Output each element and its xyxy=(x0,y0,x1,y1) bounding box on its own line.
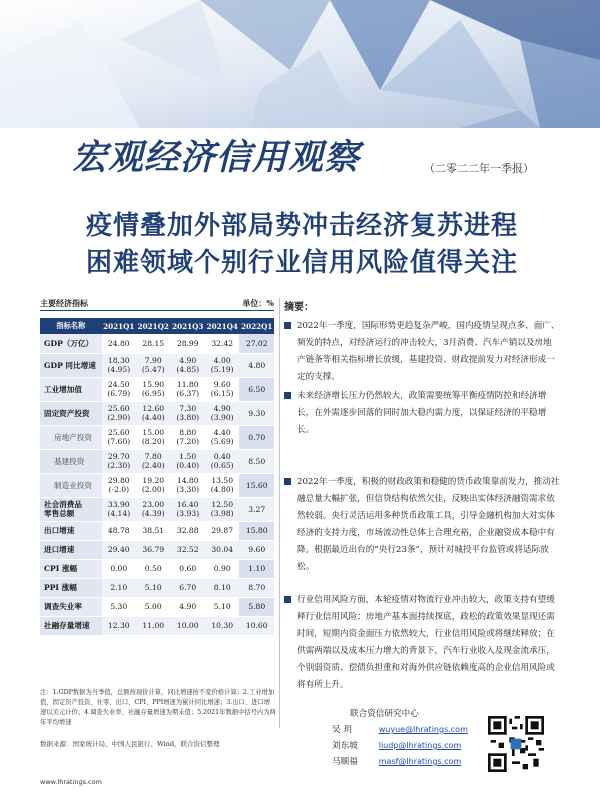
table-cell: 12.50 (3.98) xyxy=(205,497,239,521)
table-cell: 6.70 xyxy=(171,578,205,597)
report-period: （二零二二年一季报） xyxy=(424,162,534,175)
column-header: 2021Q1 xyxy=(102,318,136,334)
table-unit: 单位：% xyxy=(242,298,274,308)
table-cell: 25.60 (2.90) xyxy=(102,401,136,425)
table-cell: 14.80 (3.30) xyxy=(171,473,205,497)
table-cell: 3.27 xyxy=(239,497,274,521)
table-cell: 11.00 xyxy=(136,616,170,635)
summary-label: 摘要： xyxy=(284,302,314,313)
column-divider xyxy=(279,298,280,728)
indicator-name: 房地产投资 xyxy=(40,425,102,449)
table-cell: 27.02 xyxy=(239,334,274,353)
table-cell: 1.10 xyxy=(239,559,274,578)
table-cell: 10.00 xyxy=(171,616,205,635)
table-cell: 7.90 (5.47) xyxy=(136,353,170,377)
table-cell: 15.80 xyxy=(239,521,274,540)
summary-item xyxy=(284,474,560,576)
indicator-name: CPI 涨幅 xyxy=(40,559,102,578)
table-top-rule xyxy=(40,310,274,311)
table-cell: 16.40 (3.93) xyxy=(171,497,205,521)
table-cell: 5.30 xyxy=(102,597,136,616)
table-cell: 29.70 (2.30) xyxy=(102,449,136,473)
table-cell: 4.90 (4.85) xyxy=(171,353,205,377)
indicator-name: PPI 涨幅 xyxy=(40,578,102,597)
contacts-org: 联合资信研究中心 xyxy=(350,709,419,719)
table-cell: 12.60 (4.40) xyxy=(136,401,170,425)
square-bullet-icon xyxy=(284,596,291,603)
indicator-name: 工业增加值 xyxy=(40,377,102,401)
indicator-name: 进口增速 xyxy=(40,540,102,559)
summary-text: 行业信用风险方面，本轮疫情对物流行业冲击较大，政策支持有望缓释行业信用风险；房地产基本面持续探底，政松的政策效果显现还需时间，短期内资金面压力依然较大，行业信用风险或将继续释放；在供需两端以及成本压力增大的背景下，汽车行业收入及现金流承压，个别弱资质、偿债负担重和对海外供应链依赖度高的企业信用风险或将有所上升。 xyxy=(297,595,555,690)
summary-text: 2022年一季度，积极的财政政策和稳健的货币政策靠前发力，推动社融总量大幅扩张，但信贷结构依然欠佳，反映出实体经济融资需求依然较弱。央行灵活运用多种货币政策工具，引导金融机构加大对实体经济的支持力度，市场流动性总体上合理充裕，企业融资成本稳中有降。根据最近出台的“央行23条”，预计对城投平台监管或将适际放松。 xyxy=(297,477,560,572)
table-cell: 32.52 xyxy=(171,540,205,559)
column-header: 2021Q3 xyxy=(171,318,205,334)
table-cell: 48.78 xyxy=(102,521,136,540)
report-title: 宏观经济信用观察 xyxy=(72,138,361,178)
table-cell: 5.10 xyxy=(136,578,170,597)
table-cell: 7.30 (3.80) xyxy=(171,401,205,425)
table-cell: 25.60 (7.60) xyxy=(102,425,136,449)
table-cell: 4.00 (5.19) xyxy=(205,353,239,377)
table-cell: 2.10 xyxy=(102,578,136,597)
summary-item xyxy=(284,388,560,439)
table-cell: 5.10 xyxy=(205,597,239,616)
table-cell: 11.80 (6.37) xyxy=(171,377,205,401)
table-caption xyxy=(40,298,274,309)
indicator-name: 调查失业率 xyxy=(40,597,102,616)
contact-row xyxy=(332,722,468,738)
summary-item xyxy=(284,318,560,386)
table-cell: 19.20 (2.00) xyxy=(136,473,170,497)
indicator-name: 社融存量增速 xyxy=(40,616,102,635)
table-cell: 10.60 xyxy=(239,616,274,635)
contact-email[interactable]: liudp@lhratings.com xyxy=(378,741,462,750)
table-cell: 28.15 xyxy=(136,334,170,353)
table-row xyxy=(40,401,274,425)
table-cell: 29.80 (-2.0) xyxy=(102,473,136,497)
table-cell: 12.30 xyxy=(102,616,136,635)
table-row xyxy=(40,425,274,449)
table-cell: 4.90 xyxy=(171,597,205,616)
indicator-name: GDP（万亿） xyxy=(40,334,102,353)
table-cell: 0.90 xyxy=(205,559,239,578)
summary-text: 2022年一季度，国际形势更趋复杂严峻，国内疫情呈现点多、面广、频发的特点，对经济运行的冲击较大，3月消费、汽车产销以及房地产链条等相关指标增长放缓，基建投资、财政提前发力对经济形成一定的支撑。 xyxy=(297,321,560,382)
column-header: 指标名称 xyxy=(40,318,102,334)
column-header: 2022Q1 xyxy=(239,318,274,334)
column-header: 2021Q2 xyxy=(136,318,170,334)
table-cell: 10.30 xyxy=(205,616,239,635)
table-title: 主要经济指标 xyxy=(40,298,88,308)
indicator-name: GDP 同比增速 xyxy=(40,353,102,377)
table-row xyxy=(40,540,274,559)
headline-line-1: 疫情叠加外部局势冲击经济复苏进程 xyxy=(86,211,519,241)
table-cell: 24.80 xyxy=(102,334,136,353)
table-row xyxy=(40,521,274,540)
table-cell: 8.70 xyxy=(239,578,274,597)
indicator-name: 制造业投资 xyxy=(40,473,102,497)
contact-name: 吴 玥 xyxy=(332,725,352,735)
contact-email[interactable]: masf@lhratings.com xyxy=(378,757,462,766)
square-bullet-icon xyxy=(284,478,291,485)
table-cell: 9.60 (6.15) xyxy=(205,377,239,401)
table-cell: 8.50 xyxy=(239,449,274,473)
qr-code-icon xyxy=(488,716,544,772)
table-cell: 33.90 (4.14) xyxy=(102,497,136,521)
contact-row xyxy=(332,754,468,770)
table-cell: 0.40 (0.65) xyxy=(205,449,239,473)
contact-row xyxy=(332,738,468,754)
table-cell: 1.50 (0.40) xyxy=(171,449,205,473)
summary-item xyxy=(284,592,560,694)
indicator-name: 社会消费品 零售总额 xyxy=(40,497,102,521)
table-cell: 4.90 (3.90) xyxy=(205,401,239,425)
table-cell: 8.80 (7.20) xyxy=(171,425,205,449)
table-cell: 0.50 xyxy=(136,559,170,578)
table-cell: 9.30 xyxy=(239,401,274,425)
table-row xyxy=(40,449,274,473)
table-cell: 32.42 xyxy=(205,334,239,353)
table-cell: 24.50 (6.79) xyxy=(102,377,136,401)
table-cell: 15.90 (6.95) xyxy=(136,377,170,401)
table-header-row xyxy=(40,318,274,334)
table-cell: 13.50 (4.80) xyxy=(205,473,239,497)
table-cell: 29.87 xyxy=(205,521,239,540)
table-cell: 38.51 xyxy=(136,521,170,540)
economic-indicators-table xyxy=(40,318,274,636)
contact-name: 马顺福 xyxy=(332,757,358,767)
table-cell: 8.10 xyxy=(205,578,239,597)
contact-name: 刘东坡 xyxy=(332,741,358,751)
table-cell: 0.60 xyxy=(171,559,205,578)
summary-text: 未来经济增长压力仍然较大，政策需要统筹平衡疫情防控和经济增长，在外需逐步回落的同时加大稳内需力度，以保证经济的平稳增长。 xyxy=(297,391,547,435)
table-cell: 23.00 (4.39) xyxy=(136,497,170,521)
square-bullet-icon xyxy=(284,322,291,329)
indicator-name: 出口增速 xyxy=(40,521,102,540)
table-row xyxy=(40,559,274,578)
table-cell: 28.99 xyxy=(171,334,205,353)
table-cell: 32.88 xyxy=(171,521,205,540)
contacts-block xyxy=(332,706,468,770)
table-row xyxy=(40,597,274,616)
table-cell: 30.04 xyxy=(205,540,239,559)
table-cell: 36.79 xyxy=(136,540,170,559)
table-cell: 15.00 (8.20) xyxy=(136,425,170,449)
table-row xyxy=(40,353,274,377)
website-url[interactable]: www.lhratings.com xyxy=(40,778,102,786)
table-cell: 6.50 xyxy=(239,377,274,401)
table-row xyxy=(40,377,274,401)
table-row xyxy=(40,497,274,521)
table-cell: 5.00 xyxy=(136,597,170,616)
table-cell: 0.00 xyxy=(102,559,136,578)
table-row xyxy=(40,578,274,597)
column-header: 2021Q4 xyxy=(205,318,239,334)
table-cell: 4.40 (5.69) xyxy=(205,425,239,449)
table-cell: 0.70 xyxy=(239,425,274,449)
square-bullet-icon xyxy=(284,392,291,399)
table-cell: 29.40 xyxy=(102,540,136,559)
table-source: 数据来源：国家统计局、中国人民银行、Wind，联合资信整理 xyxy=(40,740,220,748)
table-cell: 9.60 xyxy=(239,540,274,559)
table-notes: 注：1.GDP数据为当季值，总额按现价计算，同比增速按不变价格计算；2.工业增加值、固定资产投资、社零、出口、CPI、PPI增速为累计同比增速；3.出口、进口增速以美元计价；4.调查失业率、社融存量增速为期末值；5.2021年数据中括号内为两年平均增速 xyxy=(40,689,276,726)
header-banner xyxy=(0,0,600,128)
indicator-name: 基建投资 xyxy=(40,449,102,473)
table-cell: 4.80 xyxy=(239,353,274,377)
table-cell: 15.60 xyxy=(239,473,274,497)
table-row xyxy=(40,334,274,353)
table-cell: 7.80 (2.40) xyxy=(136,449,170,473)
table-cell: 18.30 (4.95) xyxy=(102,353,136,377)
headline-line-2: 困难领域个别行业信用风险值得关注 xyxy=(86,248,519,278)
table-row xyxy=(40,473,274,497)
table-cell: 5.80 xyxy=(239,597,274,616)
table-row xyxy=(40,616,274,635)
indicator-name: 固定资产投资 xyxy=(40,401,102,425)
contact-email[interactable]: wuyue@lhratings.com xyxy=(378,725,468,734)
